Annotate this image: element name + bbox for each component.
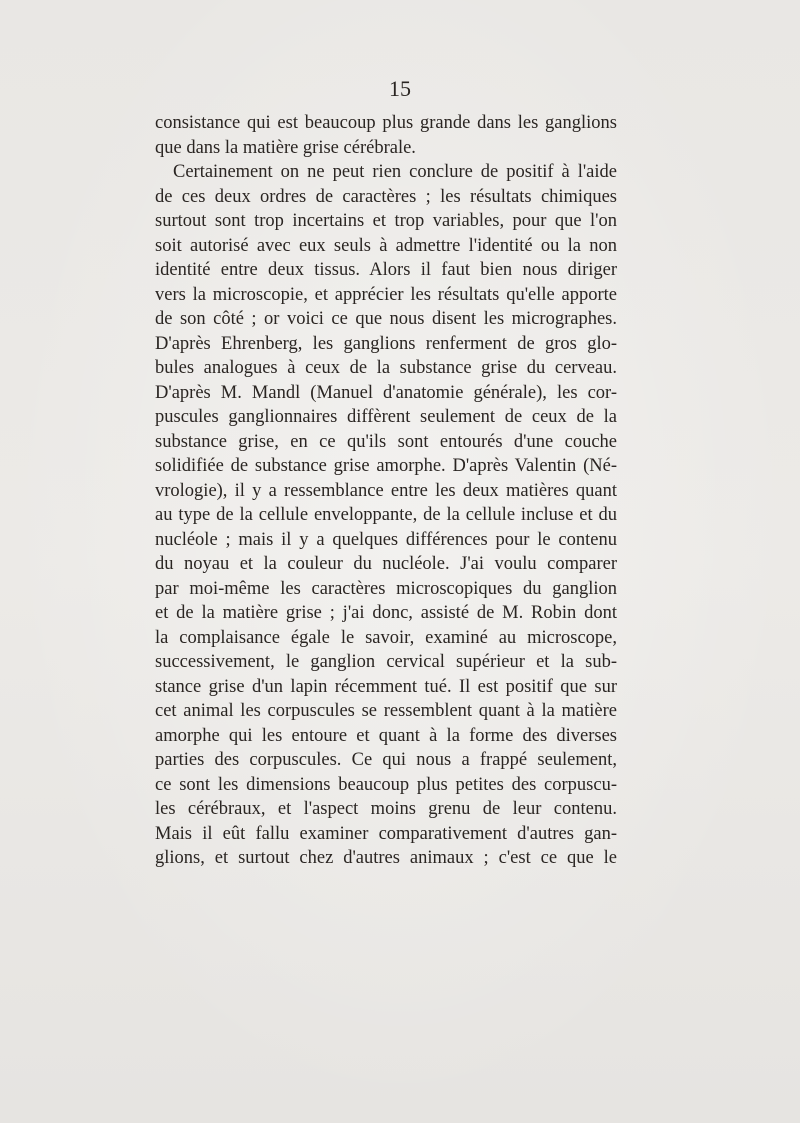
text-line: stance grise d'un lapin récemment tué. Il est positif que sur (155, 676, 617, 697)
text-line: Mais il eût fallu examiner comparativement d'autres gan- (155, 823, 617, 844)
text-line: substance grise, en ce qu'ils sont entourés d'une couche (155, 431, 617, 452)
text-line: soit autorisé avec eux seuls à admettre l'identité ou la non (155, 235, 617, 256)
text-line: la complaisance égale le savoir, examiné au microscope, (155, 627, 617, 648)
text-line: identité entre deux tissus. Alors il faut bien nous diriger (155, 260, 617, 280)
text-line: nucléole ; mais il y a quelques différences pour le contenu (155, 529, 617, 550)
text-line: surtout sont trop incertains et trop variables, pour que l'on (155, 211, 617, 231)
text-line: parties des corpuscules. Ce qui nous a frappé seulement, (155, 750, 617, 770)
text-line: du noyau et la couleur du nucléole. J'ai voulu comparer (155, 554, 617, 574)
text-line: successivement, le ganglion cervical supérieur et la sub- (155, 652, 617, 672)
text-line: que dans la matière grise cérébrale. (155, 137, 416, 158)
text-line: par moi-même les caractères microscopiques du ganglion (155, 578, 617, 599)
text-line: de ces deux ordres de caractères ; les résultats chimiques (155, 186, 617, 207)
page-number: 15 (389, 76, 411, 101)
text-line: ce sont les dimensions beaucoup plus petites des corpuscu- (155, 774, 617, 795)
text-line: les cérébraux, et l'aspect moins grenu de leur contenu. (155, 799, 617, 819)
text-line: bules analogues à ceux de la substance grise du cerveau. (155, 358, 617, 378)
text-line: consistance qui est beaucoup plus grande dans les ganglions (155, 113, 617, 133)
text-line: amorphe qui les entoure et quant à la forme des diverses (155, 725, 617, 746)
text-line: de son côté ; or voici ce que nous disent les micrographes. (155, 309, 617, 329)
text-line: D'après M. Mandl (Manuel d'anatomie générale), les cor- (155, 382, 617, 403)
text-line: puscules ganglionnaires diffèrent seulement de ceux de la (155, 407, 617, 427)
text-line: et de la matière grise ; j'ai donc, assisté de M. Robin dont (155, 603, 617, 623)
text-line: D'après Ehrenberg, les ganglions renferment de gros glo- (155, 333, 617, 354)
text-line: glions, et surtout chez d'autres animaux ; c'est ce que le (155, 848, 617, 868)
text-line: vers la microscopie, et apprécier les résultats qu'elle apporte (155, 284, 617, 305)
text-line: au type de la cellule enveloppante, de la cellule incluse et du (155, 505, 617, 525)
body-text (155, 111, 617, 871)
text-line: solidifiée de substance grise amorphe. D'après Valentin (Né- (155, 456, 617, 476)
text-line: cet animal les corpuscules se ressemblent quant à la matière (155, 701, 617, 721)
text-line: vrologie), il y a ressemblance entre les deux matières quant (155, 480, 617, 501)
text-line: Certainement on ne peut rien conclure de positif à l'aide (173, 162, 617, 182)
